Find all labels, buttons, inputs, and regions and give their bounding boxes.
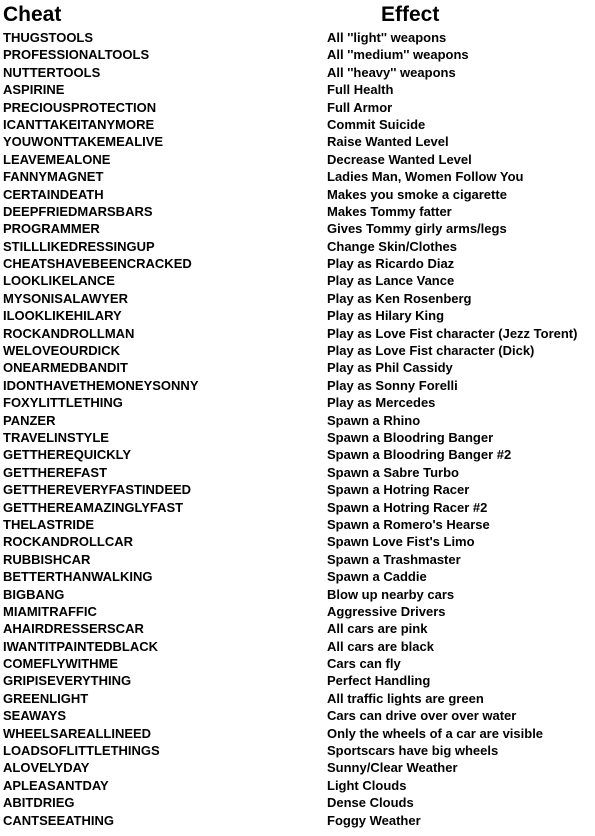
cheat-effect: Play as Love Fist character (Dick) [327,343,535,359]
cheat-effect: Dense Clouds [327,795,414,811]
cheat-code: CHEATSHAVEBEENCRACKED [3,256,192,272]
cheat-code: TRAVELINSTYLE [3,429,109,445]
cheat-code: CERTAINDEATH [3,186,104,202]
table-row [0,290,595,307]
table-row [0,655,595,672]
cheat-effect: Spawn a Hotring Racer #2 [327,499,488,515]
cheat-effect: Cars can drive over over water [327,708,517,724]
table-row [0,203,595,220]
cheat-effect: Spawn a Sabre Turbo [327,464,459,480]
table-row [0,620,595,637]
table-row [0,359,595,376]
cheat-code: ROCKANDROLLCAR [3,534,133,550]
table-row [0,151,595,168]
cheat-column-header: Cheat [3,3,62,26]
table-row [0,586,595,603]
table-row [0,464,595,481]
table-row [0,481,595,498]
cheat-effect: Light Clouds [327,777,407,793]
table-row [0,812,595,829]
cheat-code: CANTSEEATHING [3,812,114,828]
effect-column-header: Effect [381,3,440,26]
cheat-effect: Play as Lance Vance [327,273,455,289]
cheat-effect: Play as Phil Cassidy [327,360,453,376]
cheat-effect: Play as Love Fist character (Jezz Torent) [327,325,578,341]
table-row [0,412,595,429]
cheat-code: ROCKANDROLLMAN [3,325,135,341]
cheat-effect: Full Armor [327,99,393,115]
cheat-code: GRIPISEVERYTHING [3,673,132,689]
cheat-code: MYSONISALAWYER [3,290,128,306]
table-row [0,133,595,150]
cheat-effect: Spawn a Caddie [327,569,427,585]
cheat-code: GETTHEREFAST [3,464,108,480]
cheat-effect: Spawn Love Fist's Limo [327,534,475,550]
table-row [0,168,595,185]
cheat-code: PROGRAMMER [3,221,100,237]
cheat-effect: Play as Ricardo Diaz [327,256,455,272]
cheat-code: AHAIRDRESSERSCAR [3,621,144,637]
cheat-effect: Play as Hilary King [327,308,445,324]
cheat-code: WELOVEOURDICK [3,343,120,359]
cheat-code: ILOOKLIKEHILARY [3,308,122,324]
table-body [0,29,595,829]
cheat-code: BETTERTHANWALKING [3,569,153,585]
table-row [0,759,595,776]
cheat-code: LEAVEMEALONE [3,151,111,167]
table-row [0,516,595,533]
cheat-code: ABITDRIEG [3,795,75,811]
table-row [0,394,595,411]
cheat-code: IDONTHAVETHEMONEYSONNY [3,377,199,393]
cheat-effect: Makes Tommy fatter [327,203,452,219]
cheat-effect: Spawn a Bloodring Banger [327,429,494,445]
table-row [0,99,595,116]
table-row [0,272,595,289]
cheat-effect: Spawn a Bloodring Banger #2 [327,447,512,463]
table-row [0,64,595,81]
cheat-effect: Raise Wanted Level [327,134,449,150]
cheat-effect: Play as Sonny Forelli [327,377,458,393]
table-row [0,342,595,359]
cheat-effect: Decrease Wanted Level [327,151,472,167]
cheat-effect: All cars are pink [327,621,428,637]
table-row [0,725,595,742]
cheat-effect: Sunny/Clear Weather [327,760,458,776]
cheat-code: PANZER [3,412,56,428]
cheat-effect: Foggy Weather [327,812,421,828]
cheat-code: GETTHEREQUICKLY [3,447,132,463]
table-row [0,377,595,394]
cheat-code: NUTTERTOOLS [3,64,101,80]
table-row [0,429,595,446]
cheat-code: RUBBISHCAR [3,551,91,567]
cheat-code: PRECIOUSPROTECTION [3,99,157,115]
cheat-code: GREENLIGHT [3,690,89,706]
table-row [0,777,595,794]
cheat-effect: Play as Mercedes [327,395,436,411]
cheat-code: BIGBANG [3,586,65,602]
cheat-code: ICANTTAKEITANYMORE [3,116,155,132]
table-row [0,672,595,689]
table-row [0,238,595,255]
cheat-effect: Change Skin/Clothes [327,238,458,254]
cheat-code: GETTHEREAMAZINGLYFAST [3,499,184,515]
table-row [0,446,595,463]
cheat-effect: Aggressive Drivers [327,603,446,619]
cheat-code: ASPIRINE [3,82,65,98]
cheat-effect: All ''heavy'' weapons [327,64,456,80]
cheat-effect: Cars can fly [327,656,401,672]
cheat-effect: Spawn a Trashmaster [327,551,461,567]
cheat-effect: Perfect Handling [327,673,431,689]
cheat-code: ONEARMEDBANDIT [3,360,128,376]
cheat-code: STILLLIKEDRESSINGUP [3,238,155,254]
cheat-effect: Play as Ken Rosenberg [327,290,472,306]
cheat-effect: All ''medium'' weapons [327,47,469,63]
cheat-effect: Ladies Man, Women Follow You [327,169,524,185]
table-row [0,499,595,516]
cheat-effect: All cars are black [327,638,434,654]
table-row [0,116,595,133]
cheat-effect: Makes you smoke a cigarette [327,186,507,202]
cheat-code: THUGSTOOLS [3,30,94,45]
cheat-code: SEAWAYS [3,708,67,724]
cheat-code: WHEELSAREALLINEED [3,725,152,741]
table-row [0,533,595,550]
cheat-code: ALOVELYDAY [3,760,90,776]
cheat-effect: Spawn a Romero's Hearse [327,516,490,532]
table-row [0,29,595,46]
cheat-effect: Sportscars have big wheels [327,743,499,759]
cheat-effect: All traffic lights are green [327,690,484,706]
cheat-code: PROFESSIONALTOOLS [3,47,150,63]
table-row [0,307,595,324]
cheat-code: MIAMITRAFFIC [3,603,97,619]
table-row [0,220,595,237]
cheat-code: FANNYMAGNET [3,169,104,185]
table-row [0,794,595,811]
cheat-effect: Gives Tommy girly arms/legs [327,221,507,237]
table-header [0,2,595,28]
cheat-code: LOOKLIKELANCE [3,273,115,289]
cheat-effect: Blow up nearby cars [327,586,455,602]
table-row [0,603,595,620]
table-row [0,325,595,342]
cheat-code: DEEPFRIEDMARSBARS [3,203,153,219]
cheat-code: APLEASANTDAY [3,777,109,793]
table-row [0,742,595,759]
cheat-effect: Commit Suicide [327,116,426,132]
cheat-code: GETTHEREVERYFASTINDEED [3,482,192,498]
table-row [0,46,595,63]
table-row [0,81,595,98]
cheat-effect: Spawn a Hotring Racer [327,482,470,498]
cheat-code: THELASTRIDE [3,516,94,532]
table-row [0,638,595,655]
cheat-code: YOUWONTTAKEMEALIVE [3,134,164,150]
cheat-effect: Full Health [327,82,394,98]
table-row [0,186,595,203]
cheat-code: COMEFLYWITHME [3,656,119,672]
cheat-code: LOADSOFLITTLETHINGS [3,743,160,759]
cheat-effect: Only the wheels of a car are visible [327,725,544,741]
table-row [0,707,595,724]
cheat-code: IWANTITPAINTEDBLACK [3,638,159,654]
table-row [0,690,595,707]
table-row [0,568,595,585]
table-row [0,255,595,272]
cheat-effect: Spawn a Rhino [327,412,421,428]
table-row [0,551,595,568]
cheat-effect: All ''light'' weapons [327,30,447,45]
cheat-code: FOXYLITTLETHING [3,395,123,411]
